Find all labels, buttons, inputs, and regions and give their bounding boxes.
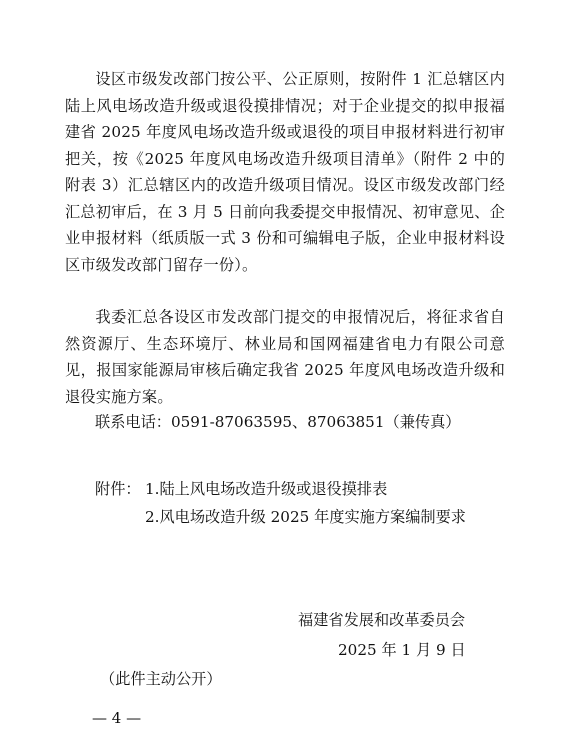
issuing-organization: 福建省发展和改革委员会 xyxy=(298,611,466,629)
page-number: — 4 — xyxy=(92,709,142,727)
body-paragraph-1: 设区市级发改部门按公平、公正原则，按附件 1 汇总辖区内陆上风电场改造升级或退役摸排情况；对于企业提交的拟申报福建省 2025 年度风电场改造升级或退役的项目申报材料进行初审把关，按《2025 年度风电场改造升级项目清单》（附件 2 中的附表 3）汇总辖区内的改造升级项目情况。设区市级发改部门经汇总初审后，在 3 月 5 日前向我委提交申报情况、初审意见、企业申报材料（纸质版一式 3 份和可编辑电子版，企业申报材料设区市级发改部门留存一份）。 xyxy=(65,70,505,274)
attachment-item-2: 2.风电场改造升级 2025 年度实施方案编制要求 xyxy=(145,508,466,526)
disclosure-note: （此件主动公开） xyxy=(100,670,222,688)
issue-date: 2025 年 1 月 9 日 xyxy=(338,641,466,659)
attachment-item-1: 1.陆上风电场改造升级或退役摸排表 xyxy=(145,480,388,498)
body-paragraph-2: 我委汇总各设区市发改部门提交的申报情况后，将征求省自然资源厅、生态环境厅、林业局和国网福建省电力有限公司意见，报国家能源局审核后确定我省 2025 年度风电场改造升级和退役实施方案。 xyxy=(65,308,505,406)
contact-phone: 联系电话：0591-87063595、87063851（兼传真） xyxy=(95,413,461,431)
attachments-label: 附件： xyxy=(95,480,141,498)
